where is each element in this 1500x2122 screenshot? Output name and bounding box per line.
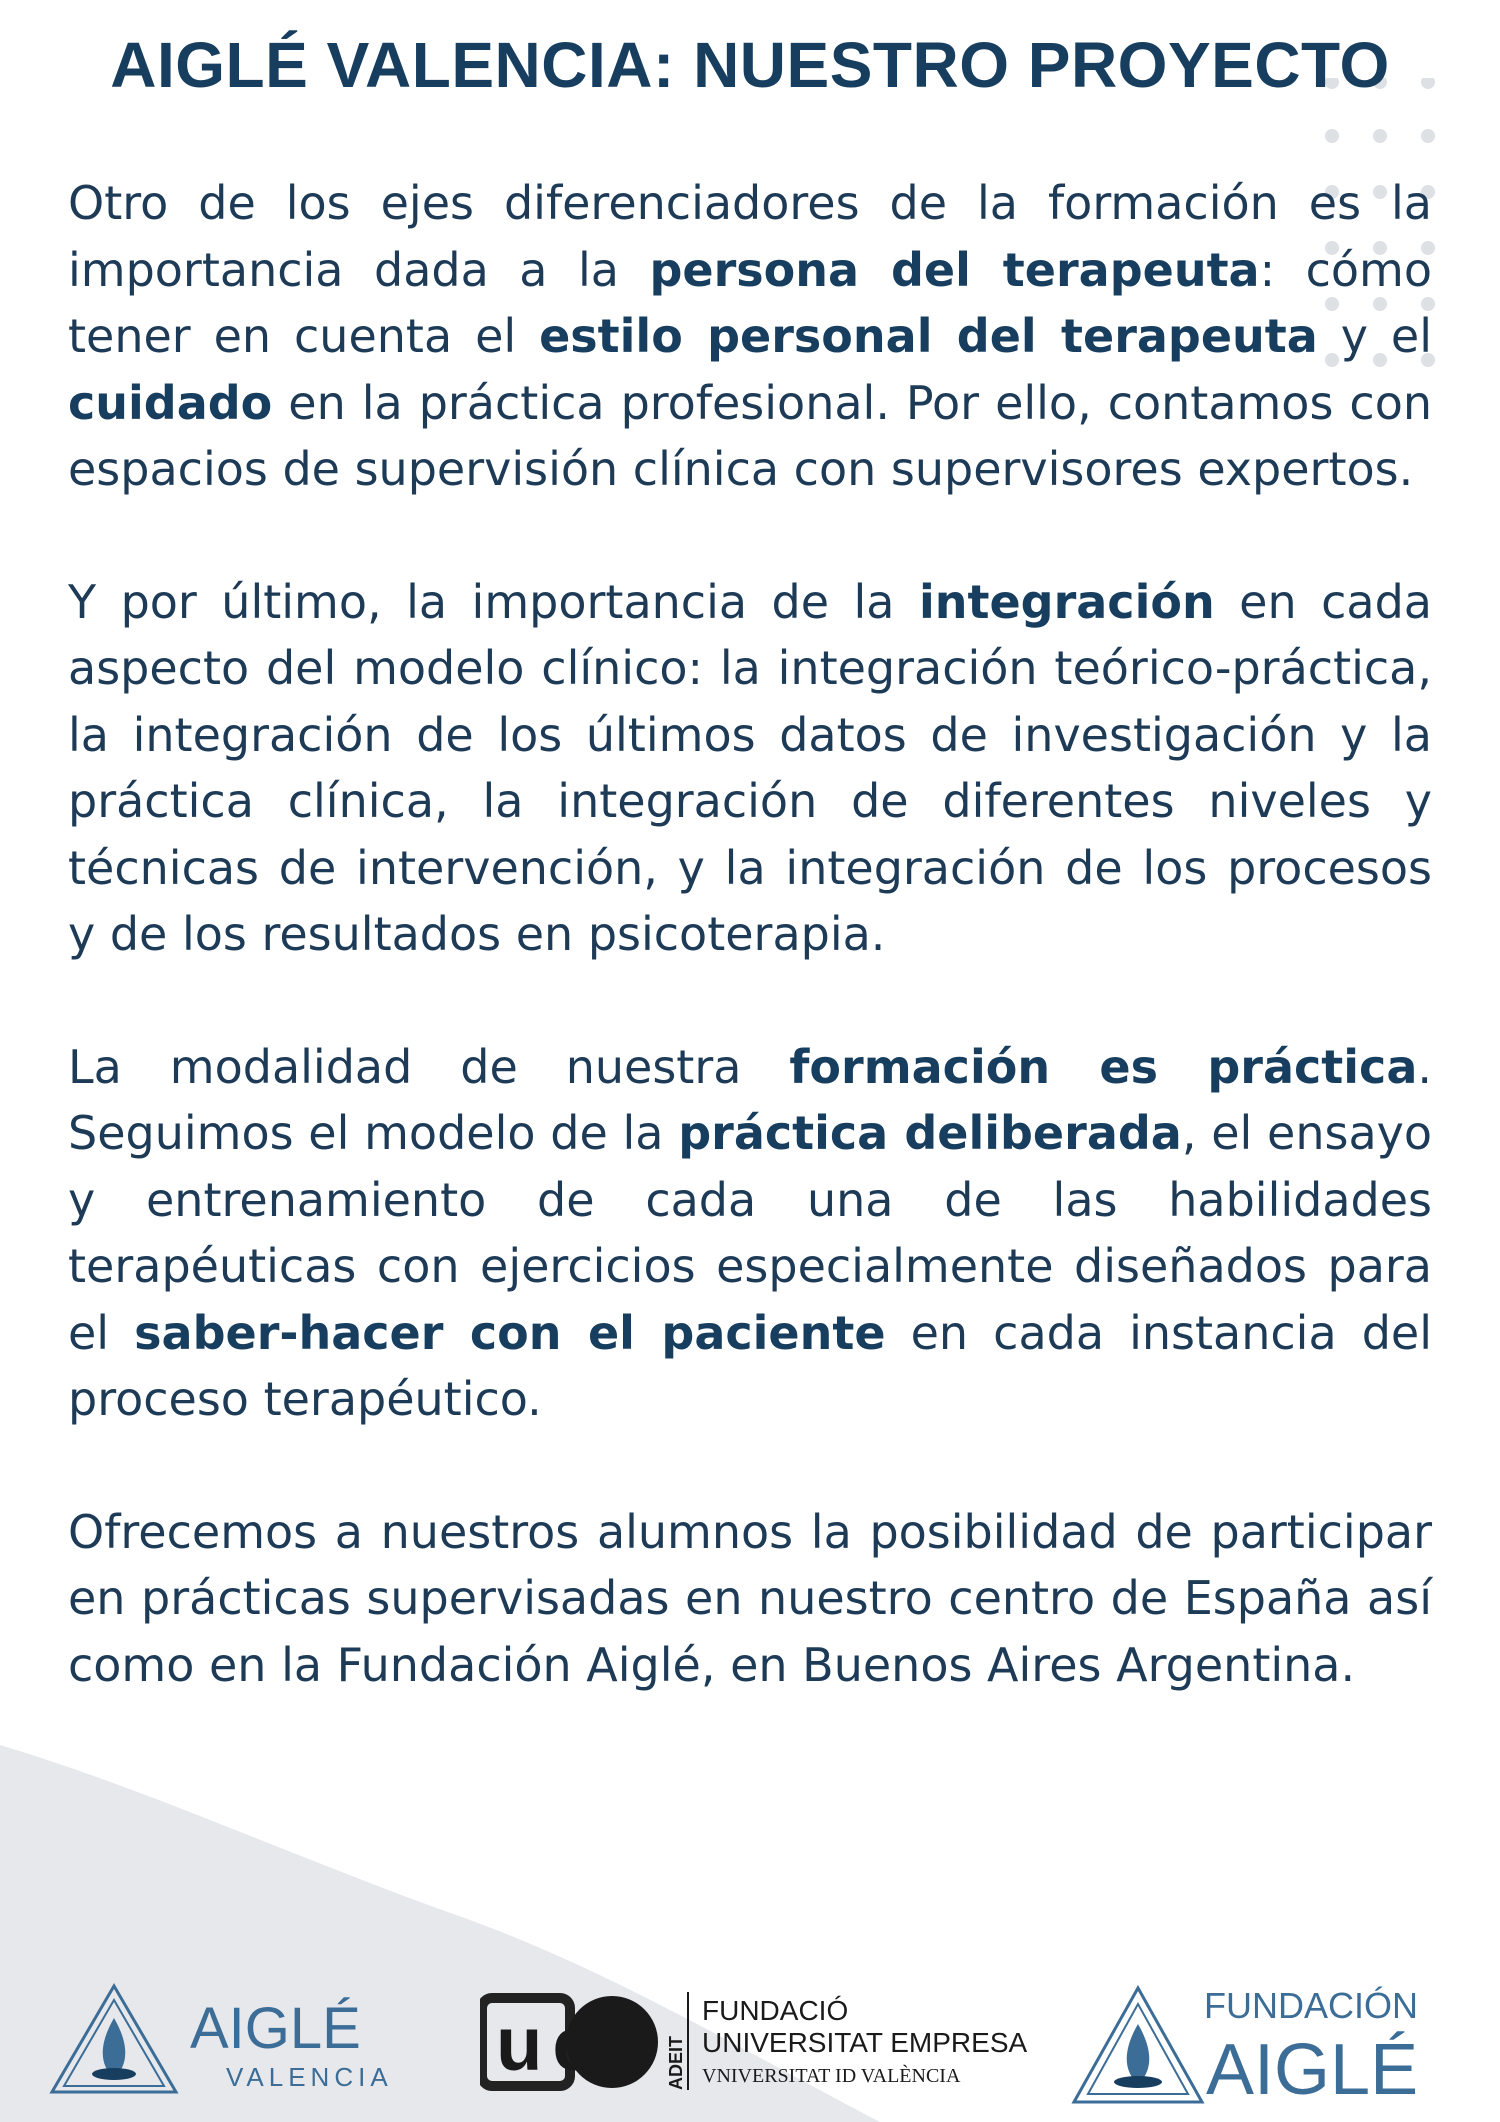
emphasis-text: práctica deliberada: [678, 1106, 1182, 1160]
paragraph-text: en la práctica profesional. Por ello, contamos con espacios de supervisión clínica con supervisores expertos.: [68, 375, 1432, 496]
aigle-wordmark: AIGLÉ: [190, 1996, 361, 2061]
ue-mark: ue: [496, 2002, 605, 2087]
paragraph-therapist: [68, 170, 1432, 503]
body-text: [68, 170, 1432, 1764]
fundacio-label: FUNDACIÓ: [702, 1995, 849, 2026]
valencia-label: VALENCIA: [226, 2062, 393, 2092]
flame-triangle-icon: [52, 1986, 176, 2092]
paragraph-text: : cómo tener en cuenta el: [68, 242, 1433, 363]
paragraph-text: . Seguimos el modelo de la: [68, 1039, 1432, 1160]
emphasis-text: formación es práctica: [789, 1039, 1418, 1094]
footer-logos: [0, 1968, 1500, 2118]
page-title: AIGLÉ VALENCIA: NUESTRO PROYECTO: [110, 29, 1390, 101]
paragraph-internships: [68, 1499, 1432, 1699]
emphasis-text: integración: [918, 574, 1215, 629]
fundacion-label: FUNDACIÓN: [1204, 1985, 1418, 2026]
emphasis-text: saber-hacer con el paciente: [134, 1305, 886, 1360]
paragraph-text: Y por último, la importancia de la: [68, 574, 919, 629]
aigle-wordmark: AIGLÉ: [1206, 2030, 1419, 2108]
paragraph-text: y el: [1317, 309, 1432, 363]
paragraph-integration: [68, 569, 1432, 968]
emphasis-text: estilo personal del terapeuta: [539, 309, 1318, 363]
paragraph-text: La modalidad de nuestra: [68, 1039, 790, 1094]
aigle-valencia-logo: [46, 1978, 446, 2098]
fundacio-universitat-empresa-logo: [480, 1984, 1060, 2094]
emphasis-text: cuidado: [68, 375, 273, 430]
paragraph-practice: [68, 1034, 1432, 1433]
universitat-empresa-label: UNIVERSITAT EMPRESA: [702, 2027, 1028, 2058]
adeit-vertical-label: ADEIT: [666, 2036, 686, 2090]
paragraph-text: , el ensayo y entrenamiento de cada una de las habilidades terapéuticas con ejercicios especialmente diseñados para el: [68, 1106, 1432, 1360]
emphasis-text: persona del terapeuta: [649, 242, 1260, 297]
flame-triangle-icon: [1074, 1988, 1202, 2102]
paragraph-text: en cada instancia del proceso terapéutico.: [68, 1305, 1432, 1426]
paragraph-text: Ofrecemos a nuestros alumnos la posibilidad de participar en prácticas supervisadas en nuestro centro de España así como en la Fundación Aiglé, en Buenos Aires Argentina.: [68, 1504, 1432, 1692]
paragraph-text: en cada aspecto del modelo clínico: la integración teórico-práctica, la integración de los últimos datos de investigación y la práctica clínica, la integración de diferentes niveles y técnicas de intervención, y la integración de los procesos y de los resultados en psicoterapia.: [68, 574, 1432, 961]
universitat-valencia-label: VNIVERSITAT ID VALÈNCIA: [702, 2065, 961, 2087]
fundacion-aigle-logo: [1066, 1978, 1466, 2108]
paragraph-text: Otro de los ejes diferenciadores de la formación es la importancia dada a la: [68, 176, 1432, 297]
